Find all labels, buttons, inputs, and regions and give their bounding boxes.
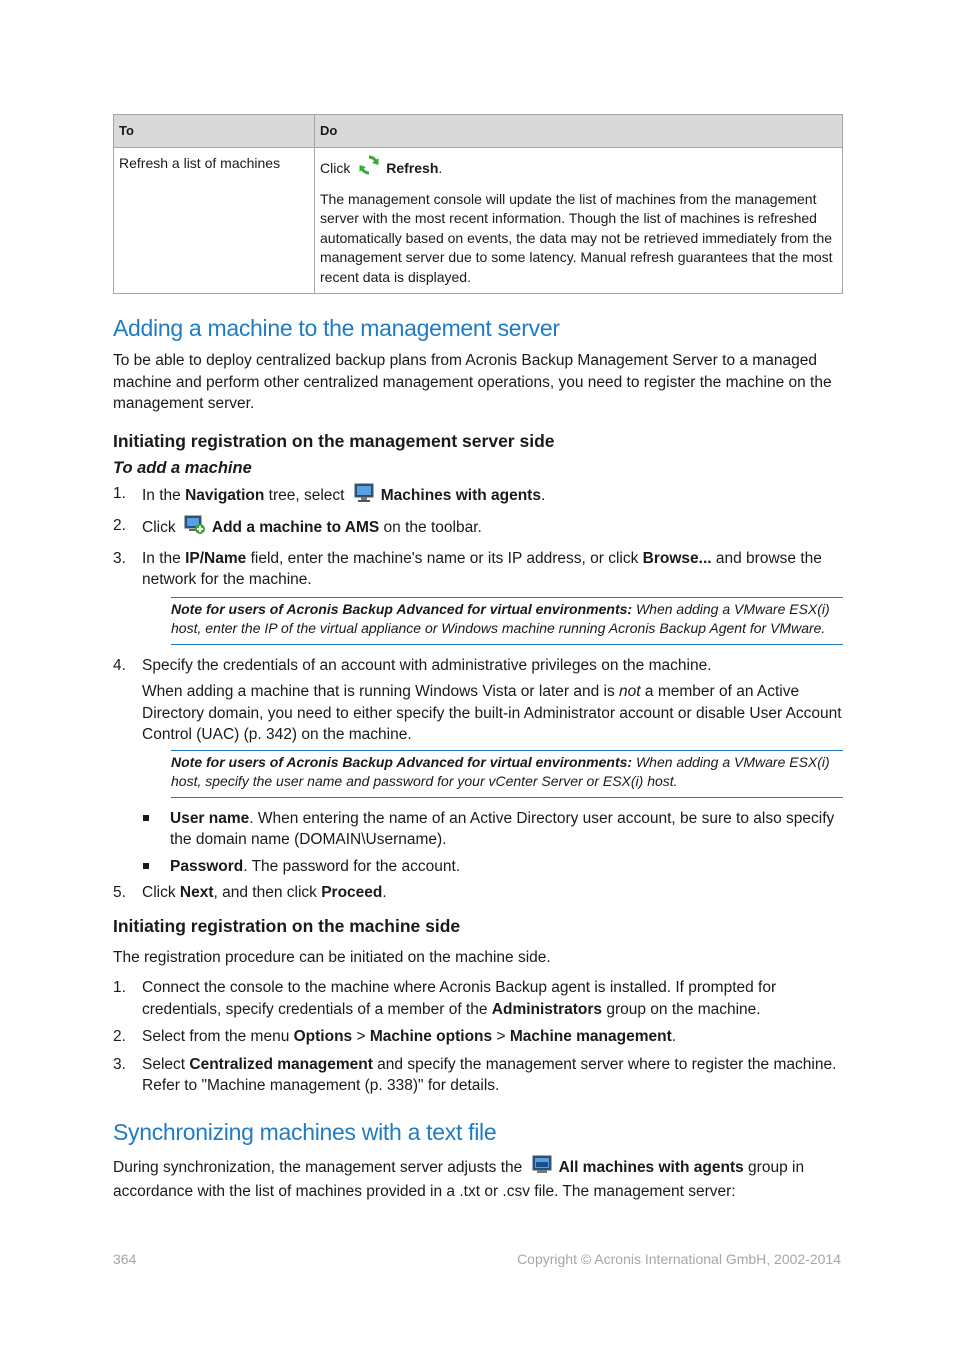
table-cell-to: Refresh a list of machines (114, 148, 315, 294)
table-cell-do: Click Refresh. The management console will update the list of machines from the management server with the most recent information. Though the list of machines is refreshed automatically based on events, the data may not be retrieved immediately from the management server due to some latency. Manual refresh guarantees that the most recent data is displayed. (315, 148, 843, 294)
credentials-list (113, 808, 843, 878)
subsection-title-server-side: Initiating registration on the management server side (113, 430, 555, 451)
subsection-title-machine-side: Initiating registration on the machine side (113, 915, 461, 936)
list-item: Password. The password for the account. (113, 856, 843, 878)
add-machine-icon (184, 515, 206, 542)
table-header-row (114, 115, 843, 148)
note-virtual-environments-1: Note for users of Acronis Backup Advanced for virtual environments: When adding a VMware ESX(i) host, enter the IP of the virtual appliance or Windows machine running Acronis Backup Agent for VMware. (171, 597, 843, 645)
table-header-do: Do (315, 115, 843, 148)
page-content (113, 114, 843, 1203)
refresh-table (113, 114, 843, 294)
section-title-synchronizing: Synchronizing machines with a text file (113, 1118, 497, 1145)
machines-with-agents-icon (353, 483, 375, 510)
list-item: User name. When entering the name of an Active Directory user account, be sure to also specify the domain name (DOMAIN\Username). (113, 808, 843, 851)
list-item: 5. Click Next, and then click Proceed. (113, 884, 387, 901)
procedure-title: To add a machine (113, 458, 252, 477)
list-item: 1. Connect the console to the machine where Acronis Backup agent is installed. If prompted for credentials, specify credentials of a member of the Administrators group on the machine. (113, 979, 777, 1018)
list-item: 3. Select Centralized management and specify the management server where to register the machine. Refer to "Machine management (p. 338)" for details. (113, 1055, 837, 1094)
page-number: 364 (113, 1251, 137, 1267)
list-item: 3. In the IP/Name field, enter the machine's name or its IP address, or click Browse... and browse the network for the machine. (113, 549, 822, 588)
list-item: 2. Select from the menu Options > Machine options > Machine management. (113, 1028, 677, 1045)
step4-paragraph: When adding a machine that is running Windows Vista or later and is not a member of an Active Directory domain, you need to either specify the built-in Administrator account or disable User Account Control (UAC) (p. 342) on the machine. (142, 683, 842, 743)
list-item: 1. In the Navigation tree, select Machines with agents. (113, 483, 843, 510)
refresh-label: Refresh (386, 160, 439, 176)
page-footer (113, 1251, 841, 1267)
refresh-icon (358, 154, 380, 182)
machine-side-steps (113, 977, 843, 1097)
procedure-steps-continued (113, 655, 843, 746)
all-machines-icon (531, 1155, 553, 1182)
list-item: 4. Specify the credentials of an account with administrative privileges on the machine. When adding a machine that is running Windows Vista or later and is not a member of an Active Directory domain, you need to either specify the built-in Administrator account or disable User Account Control (UAC) (p. 342) on the machine. (113, 655, 843, 746)
note-virtual-environments-2: Note for users of Acronis Backup Advanced for virtual environments: When adding a VMware ESX(i) host, specify the user name and password for your vCenter Server or ESX(i) host. (171, 750, 843, 798)
sync-intro: During synchronization, the management server adjusts the All machines with agents group in accordance with the list of machines provided in a .txt or .csv file. The management server: (113, 1155, 843, 1203)
procedure-steps-final (113, 882, 843, 904)
table-row (114, 148, 843, 294)
section-title-adding-machine: Adding a machine to the management server (113, 315, 560, 341)
section-intro: To be able to deploy centralized backup plans from Acronis Backup Management Server to a managed machine and perform other centralized management operations, you need to register the machine on the management server. (113, 352, 832, 412)
procedure-steps (113, 483, 843, 591)
machine-side-intro: The registration procedure can be initiated on the machine side. (113, 948, 551, 966)
copyright: Copyright © Acronis International GmbH, 2002-2014 (517, 1251, 841, 1267)
refresh-description: The management console will update the list of machines from the management server with the most recent information. Though the list of machines is refreshed automatically based on events, the data may not be retrieved immediately from the management server due to some latency. Manual refresh guarantees that the most recent data is displayed. (320, 190, 833, 285)
table-header-to: To (114, 115, 315, 148)
list-item: 2. Click Add a machine to AMS on the toolbar. (113, 515, 843, 542)
